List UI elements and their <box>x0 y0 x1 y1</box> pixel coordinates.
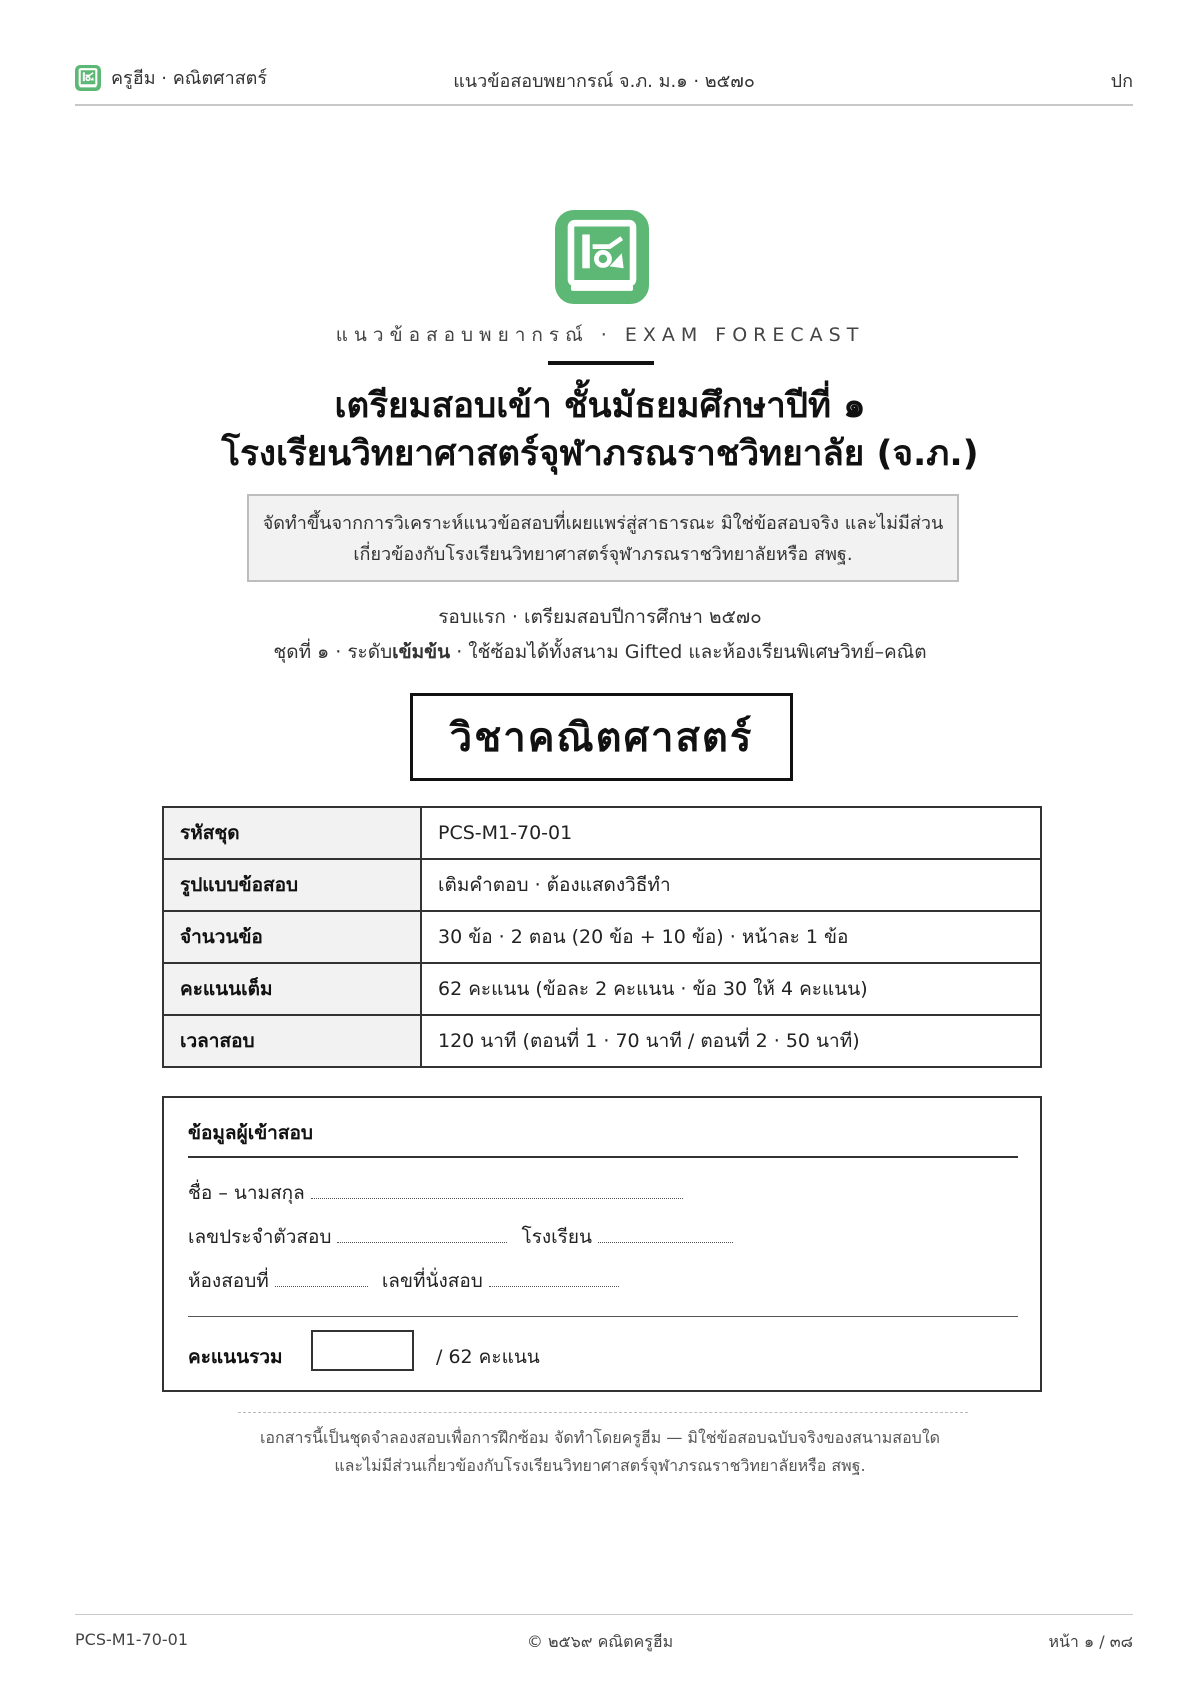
total-score-box[interactable] <box>311 1330 414 1371</box>
page-header <box>75 56 1133 106</box>
info-value: PCS-M1-70-01 <box>421 807 1041 859</box>
info-label: เวลาสอบ <box>163 1015 421 1067</box>
info-label: จำนวนข้อ <box>163 911 421 963</box>
name-label: ชื่อ – นามสกุล <box>188 1182 305 1204</box>
table-row <box>163 1015 1041 1067</box>
disclaimer-line-2: และไม่มีส่วนเกี่ยวข้องกับโรงเรียนวิทยาศาสตร์จุฬาภรณราชวิทยาลัยหรือ สพฐ. <box>334 1456 866 1475</box>
table-row <box>163 807 1041 859</box>
title-divider <box>548 361 654 365</box>
info-value: เติมคำตอบ · ต้องแสดงวิธีทำ <box>421 859 1041 911</box>
title-line-1: เตรียมสอบเข้า ชั้นมัธยมศึกษาปีที่ ๑ <box>334 386 866 426</box>
disclaimer-divider <box>238 1412 968 1413</box>
school-field[interactable] <box>598 1241 733 1243</box>
disclaimer-line-1: เอกสารนี้เป็นชุดจำลองสอบเพื่อการฝึกซ้อม จัดทำโดยครูฮีม — มิใช่ข้อสอบฉบับจริงของสนามสอบใด <box>259 1428 941 1447</box>
id-school-row <box>188 1222 733 1252</box>
divider <box>188 1156 1018 1158</box>
school-label: โรงเรียน <box>521 1226 592 1248</box>
table-row <box>163 963 1041 1015</box>
name-field[interactable] <box>311 1197 683 1199</box>
seat-label: เลขที่นั่งสอบ <box>381 1270 483 1292</box>
notice-line-2: เกี่ยวข้องกับโรงเรียนวิทยาศาสตร์จุฬาภรณราชวิทยาลัยหรือ สพฐ. <box>353 544 853 565</box>
table-row <box>163 859 1041 911</box>
info-value: 120 นาที (ตอนที่ 1 · 70 นาที / ตอนที่ 2 · 50 นาที) <box>421 1015 1041 1067</box>
meta-set <box>0 635 1200 670</box>
total-score-label: คะแนนรวม <box>188 1346 283 1368</box>
info-value: 30 ข้อ · 2 ตอน (20 ข้อ + 10 ข้อ) · หน้าละ 1 ข้อ <box>421 911 1041 963</box>
notice-line-1: จัดทำขึ้นจากการวิเคราะห์แนวข้อสอบที่เผยแพร่สู่สาธารณะ มิใช่ข้อสอบจริง และไม่มีส่วน <box>262 513 944 534</box>
room-label: ห้องสอบที่ <box>188 1270 269 1292</box>
exam-id-field[interactable] <box>337 1241 507 1243</box>
room-seat-row <box>188 1266 619 1296</box>
meta-set-suffix: · ใช้ซ้อมได้ทั้งสนาม Gifted และห้องเรียนพิเศษวิทย์–คณิต <box>450 641 927 663</box>
room-field[interactable] <box>275 1285 368 1287</box>
exam-info-table <box>162 806 1042 1068</box>
meta-round: รอบแรก · เตรียมสอบปีการศึกษา ๒๕๗๐ <box>438 606 762 628</box>
title-line-2: โรงเรียนวิทยาศาสตร์จุฬาภรณราชวิทยาลัย (จ.ภ.) <box>221 434 979 474</box>
header-section: ปก <box>1110 71 1133 92</box>
name-row <box>188 1178 683 1208</box>
exam-id-label: เลขประจำตัวสอบ <box>188 1226 332 1248</box>
info-label: คะแนนเต็ม <box>163 963 421 1015</box>
meta-level: เข้มข้น <box>392 641 451 663</box>
header-title: แนวข้อสอบพยากรณ์ จ.ภ. ม.๑ · ๒๕๗๐ <box>453 71 755 92</box>
exam-forecast-kicker: แนวข้อสอบพยากรณ์ · EXAM FORECAST <box>335 324 865 346</box>
notice-box <box>247 494 959 582</box>
divider <box>188 1316 1018 1317</box>
brand-name: ครูฮีม · คณิตศาสตร์ <box>111 68 268 89</box>
info-label: รหัสชุด <box>163 807 421 859</box>
candidate-info-title: ข้อมูลผู้เข้าสอบ <box>188 1122 313 1144</box>
footer-copyright: © ๒๕๖๙ คณิตครูฮีม <box>526 1632 674 1651</box>
footer-set-code: PCS-M1-70-01 <box>75 1630 188 1649</box>
footer-divider <box>75 1614 1133 1615</box>
disclaimer <box>0 1424 1200 1480</box>
info-label: รูปแบบข้อสอบ <box>163 859 421 911</box>
page-title <box>0 382 1200 478</box>
seat-field[interactable] <box>489 1285 619 1287</box>
candidate-info-box <box>162 1096 1042 1392</box>
subject-title: วิชาคณิตศาสตร์ <box>410 693 793 781</box>
exam-meta <box>0 600 1200 670</box>
total-score-max: / 62 คะแนน <box>436 1346 540 1368</box>
table-row <box>163 911 1041 963</box>
footer-page-number: หน้า ๑ / ๓๘ <box>1048 1632 1133 1651</box>
meta-set-prefix: ชุดที่ ๑ · ระดับ <box>273 641 393 663</box>
info-value: 62 คะแนน (ข้อละ 2 คะแนน · ข้อ 30 ให้ 4 คะแนน) <box>421 963 1041 1015</box>
chart-book-icon <box>555 210 649 304</box>
